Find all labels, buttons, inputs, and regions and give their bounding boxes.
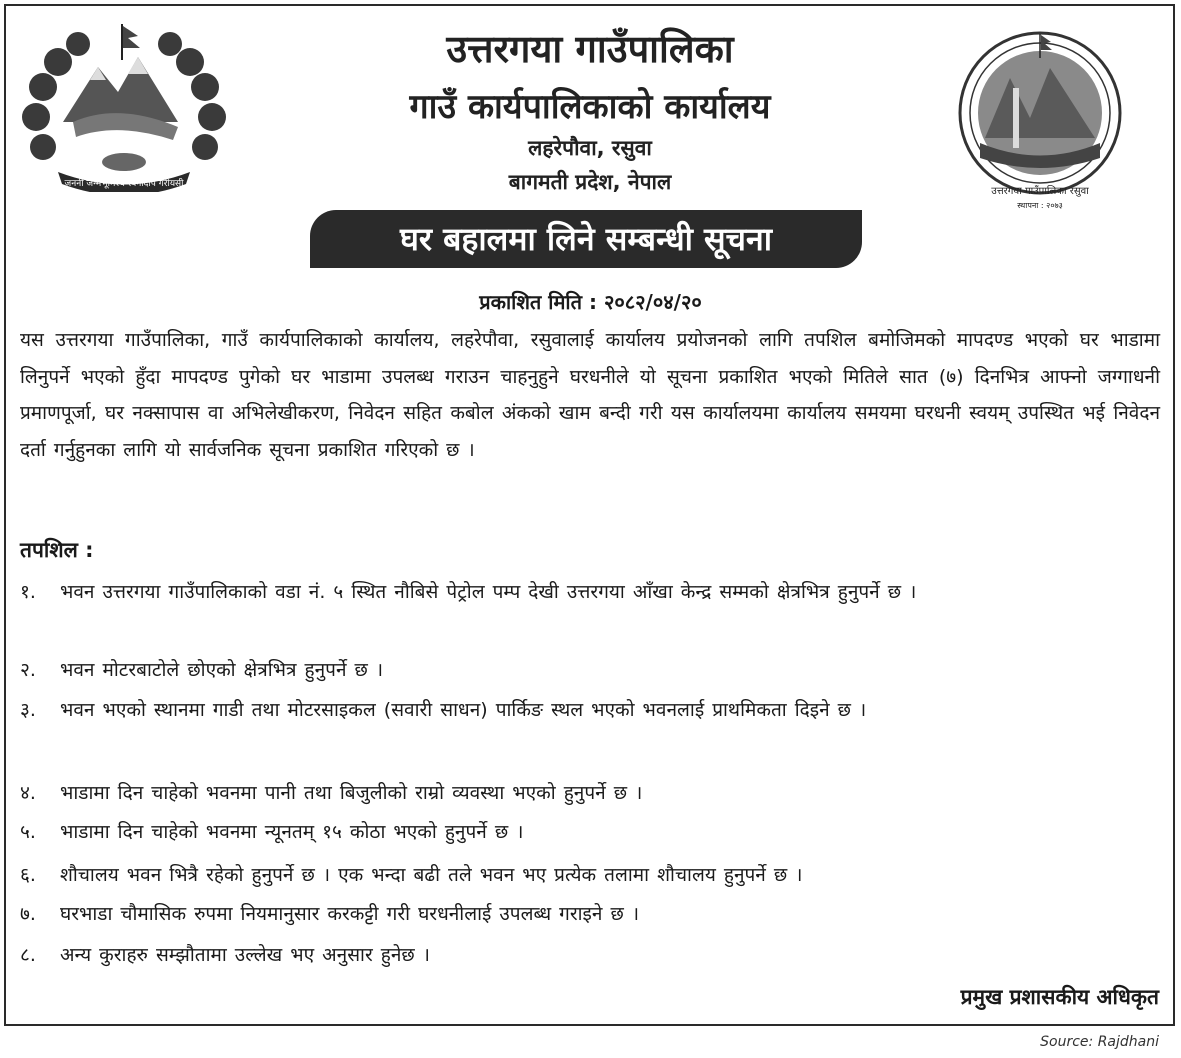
notice-body: यस उत्तरगया गाउँपालिका, गाउँ कार्यपालिकाको कार्यालय, लहरेपौवा, रसुवालाई कार्यालय प्रयोजनको लागि तपशिल बमोजिमको मापदण्ड भएको घर भाडामा लिनुपर्ने भएको हुँदा मापदण्ड पुगेको घर भाडामा उपलब्ध गराउन चाहनुहुने घरधनीले यो सूचना प्रकाशित भएको मितिले सात (७) दिनभित्र आफ्नो जग्गाधनी प्रमाणपूर्जा, घर नक्सापास वा अभिलेखीकरण, निवेदन सहित कबोल अंकको खाम बन्दी गरी यस कार्यालयमा कार्यालय समयमा घरधनी स्वयम् उपस्थित भई निवेदन दर्ता गर्नुहुनका लागि यो सार्वजनिक सूचना प्रकाशित गरिएको छ । <box>20 329 1160 461</box>
list-item <box>20 692 1160 728</box>
list-item-number: ६. <box>20 864 36 886</box>
list-item-text: घरभाडा चौमासिक रुपमा नियमानुसार करकट्टी गरी घरधनीलाई उपलब्ध गराइने छ । <box>60 903 640 925</box>
office-subtitle: गाउँ कार्यपालिकाको कार्यालय <box>409 87 771 127</box>
publication-date: प्रकाशित मिति : २०८२/०४/२० <box>479 290 702 314</box>
list-item-text: भाडामा दिन चाहेको भवनमा न्यूनतम् १५ कोठा भएको हुनुपर्ने छ । <box>60 821 524 843</box>
municipality-seal-icon <box>955 28 1125 218</box>
list-item-number: २. <box>20 659 36 681</box>
list-item <box>20 896 1160 932</box>
list-item-text: भाडामा दिन चाहेको भवनमा पानी तथा बिजुलीको राम्रो व्यवस्था भएको हुनुपर्ने छ । <box>60 782 643 804</box>
list-item-number: ७. <box>20 903 36 925</box>
list-item-text: भवन मोटरबाटोले छोएको क्षेत्रभित्र हुनुपर्ने छ । <box>60 659 384 681</box>
emblem-motto: जननी जन्मभूमिश्च स्वर्गादपि गरीयसी <box>64 179 184 189</box>
details-heading: तपशिल : <box>20 538 94 562</box>
source-credit: Source: Rajdhani <box>1040 1034 1159 1050</box>
list-item-number: ५. <box>20 821 36 843</box>
list-item <box>20 937 1160 973</box>
office-name: उत्तरगया गाउँपालिका <box>446 27 734 71</box>
list-item-number: ४. <box>20 782 36 804</box>
list-item-text: भवन भएको स्थानमा गाडी तथा मोटरसाइकल (सवारी साधन) पार्किङ स्थल भएको भवनलाई प्राथमिकता दिइने छ । <box>60 699 867 721</box>
list-item <box>20 574 1160 610</box>
list-item-number: ३. <box>20 699 36 721</box>
list-item-number: ८. <box>20 944 36 966</box>
list-item <box>20 775 1160 811</box>
list-item-text: शौचालय भवन भित्रै रहेको हुनुपर्ने छ । एक भन्दा बढी तले भवन भए प्रत्येक तलामा शौचालय हुनुपर्ने छ । <box>60 864 803 886</box>
list-item-text: अन्य कुराहरु सम्झौतामा उल्लेख भए अनुसार हुनेछ । <box>60 944 430 966</box>
seal-text: उत्तरगया गाउँपालिका रसुवा <box>991 186 1089 197</box>
nepal-government-emblem-icon <box>18 22 230 192</box>
signatory-title: प्रमुख प्रशासकीय अधिकृत <box>960 985 1159 1009</box>
list-item <box>20 814 1160 850</box>
notice-title: घर बहालमा लिने सम्बन्धी सूचना <box>310 210 862 268</box>
list-item <box>20 652 1160 688</box>
list-item <box>20 857 1160 893</box>
list-item-number: १. <box>20 581 36 603</box>
office-address: लहरेपौवा, रसुवा <box>528 136 652 160</box>
office-province: बागमती प्रदेश, नेपाल <box>508 170 672 194</box>
seal-year: स्थापना : २०७३ <box>1017 201 1063 210</box>
list-item-text: भवन उत्तरगया गाउँपालिकाको वडा नं. ५ स्थित नौबिसे पेट्रोल पम्प देखी उत्तरगया आँखा केन्द्र सम्मको क्षेत्रभित्र हुनुपर्ने छ । <box>60 581 917 603</box>
